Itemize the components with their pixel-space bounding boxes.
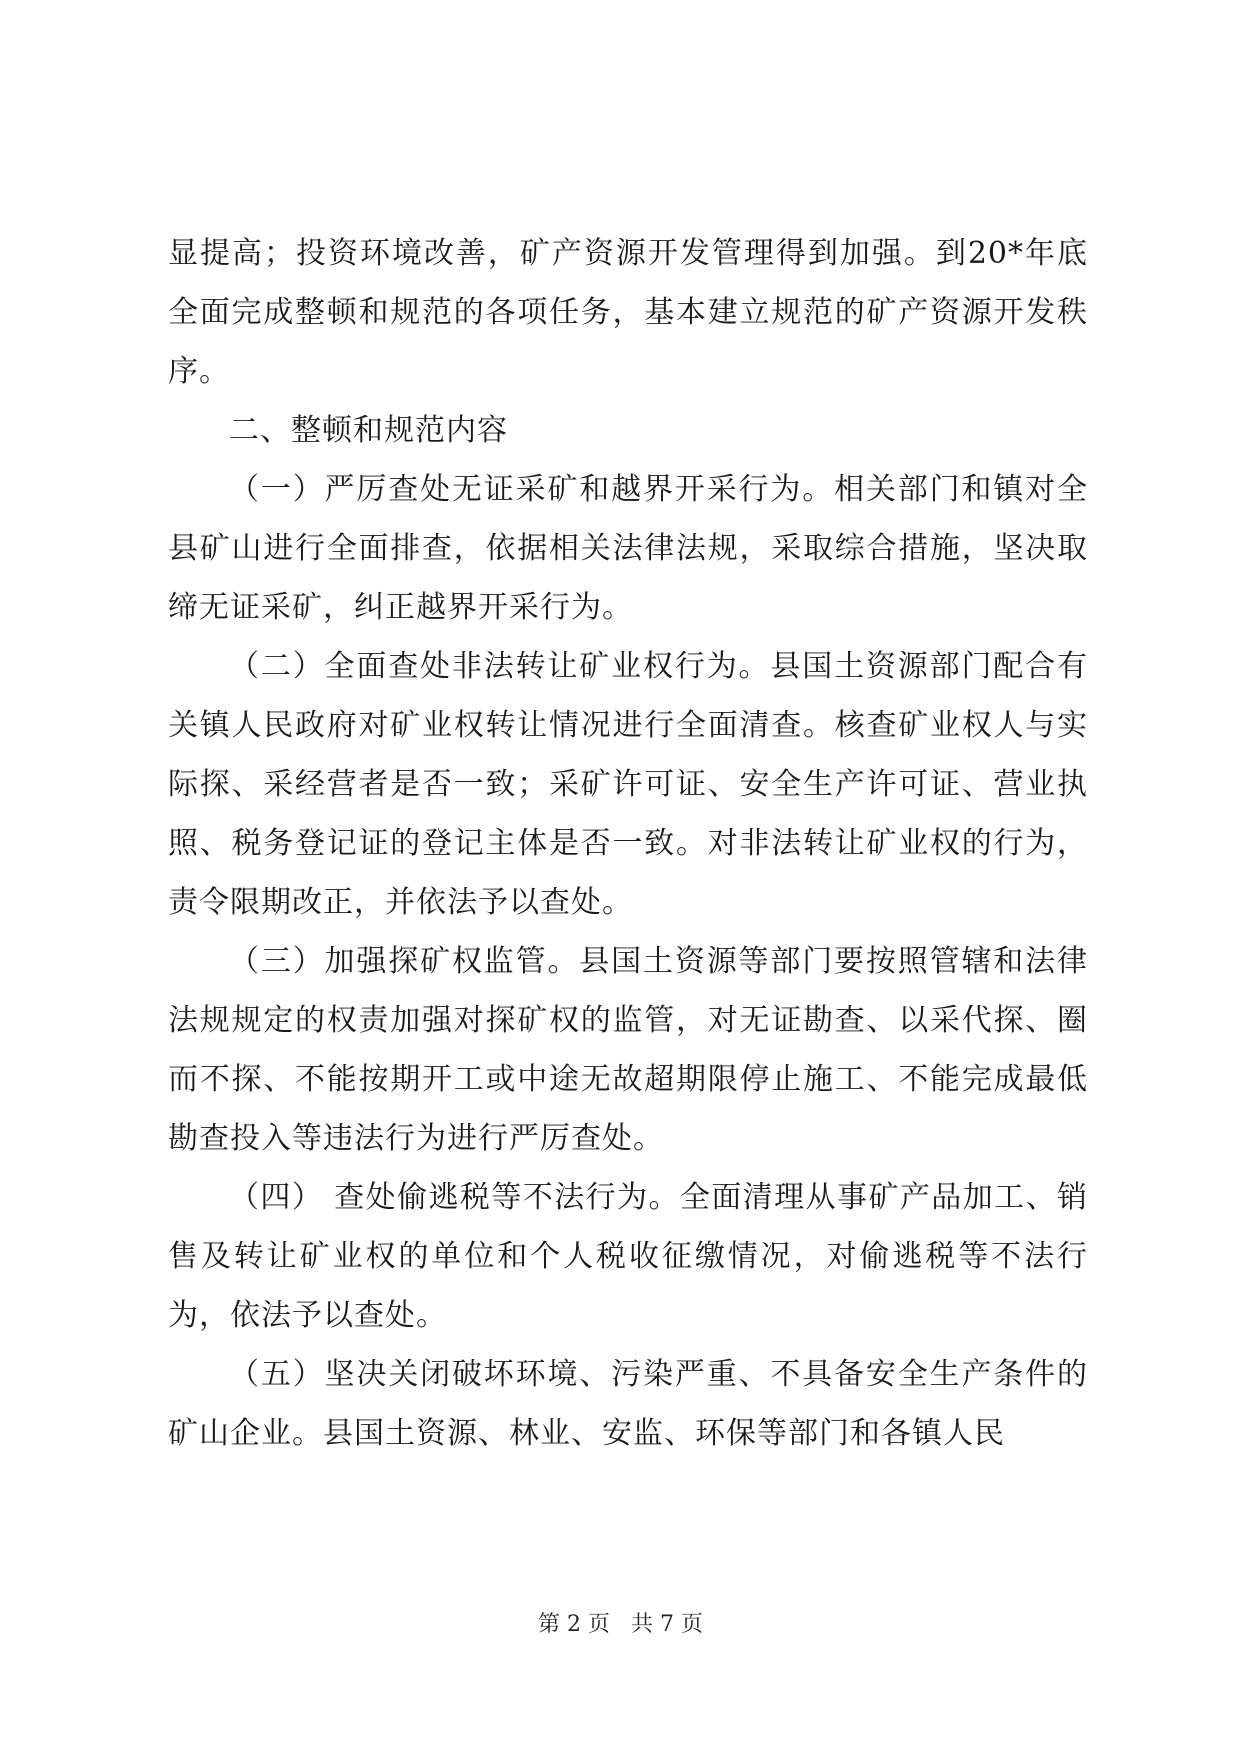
page-footer <box>0 1610 1241 1640</box>
section-heading: 二、整顿和规范内容 <box>229 413 508 448</box>
paragraph-item-5: （五）坚决关闭破坏环境、污染严重、不具备安全生产条件的矿山企业。县国土资源、林业、安监、环保等部门和各镇人民 <box>168 1357 1088 1451</box>
page-number: 第 2 页 <box>538 1612 610 1637</box>
paragraph-item-2: （二）全面查处非法转让矿业权行为。县国土资源部门配合有关镇人民政府对矿业权转让情况进行全面清查。核查矿业权人与实际探、采经营者是否一致；采矿许可证、安全生产许可证、营业执照、税务登记证的登记主体是否一致。对非法转让矿业权的行为，责令限期改正，并依法予以查处。 <box>168 649 1088 920</box>
document-body <box>168 224 1088 1463</box>
paragraph-item-3: （三）加强探矿权监管。县国土资源等部门要按照管辖和法律法规规定的权责加强对探矿权的监管，对无证勘查、以采代探、圈而不探、不能按期开工或中途无故超期限停止施工、不能完成最低勘查投入等违法行为进行严厉查处。 <box>168 944 1088 1156</box>
paragraph-item-4: （四） 查处偷逃税等不法行为。全面清理从事矿产品加工、销售及转让矿业权的单位和个人税收征缴情况，对偷逃税等不法行为，依法予以查处。 <box>168 1180 1088 1333</box>
page-total: 共 7 页 <box>631 1612 703 1637</box>
paragraph-continuation: 显提高；投资环境改善，矿产资源开发管理得到加强。到20*年底全面完成整顿和规范的各项任务，基本建立规范的矿产资源开发秩序。 <box>168 236 1088 389</box>
paragraph-item-1: （一）严厉查处无证采矿和越界开采行为。相关部门和镇对全县矿山进行全面排查，依据相关法律法规，采取综合措施，坚决取缔无证采矿，纠正越界开采行为。 <box>168 472 1088 625</box>
